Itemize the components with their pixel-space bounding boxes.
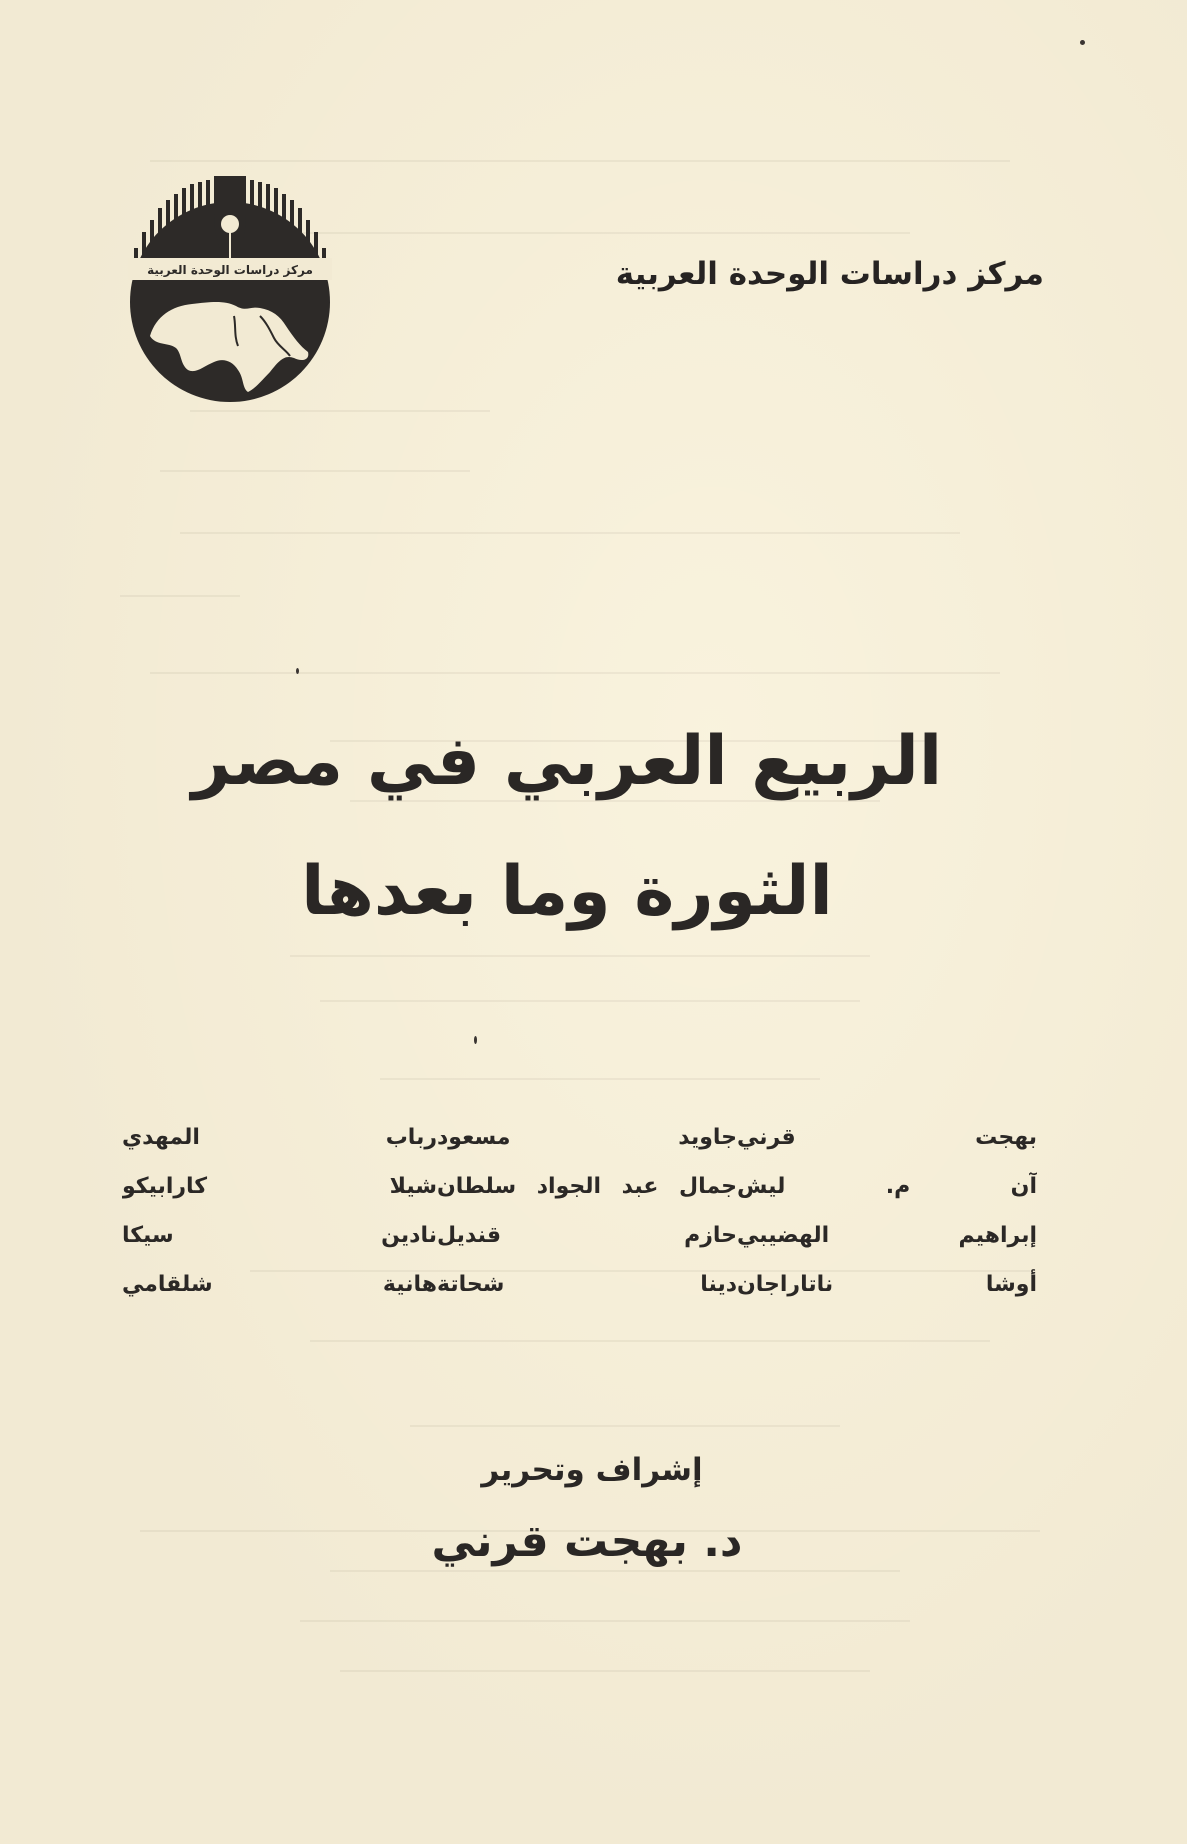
contributors-list bbox=[122, 1120, 1037, 1303]
bleed-through-line bbox=[150, 672, 1000, 674]
paper-speck bbox=[296, 668, 299, 674]
pen-nib-over-arab-world-map-icon bbox=[128, 176, 332, 402]
logo-text: مركز دراسات الوحدة العربية bbox=[147, 263, 313, 277]
bleed-through-line bbox=[330, 1570, 900, 1572]
bleed-through-line bbox=[320, 1000, 860, 1002]
publisher-logo bbox=[110, 166, 350, 406]
book-title-line-1: الربيع العربي في مصر bbox=[191, 722, 943, 801]
bleed-through-line bbox=[380, 1078, 820, 1080]
publisher-name: مركز دراسات الوحدة العربية bbox=[615, 256, 1044, 292]
bleed-through-line bbox=[180, 532, 960, 534]
contributor-name: هانية شلقامي bbox=[122, 1272, 437, 1297]
contributor-name: جاويد مسعود bbox=[437, 1125, 737, 1150]
contributor-name: دينا شحاتة bbox=[437, 1272, 737, 1297]
contributor-name: أوشا ناتاراجان bbox=[737, 1272, 1037, 1297]
editor-name: د. بهجت قرني bbox=[431, 1516, 743, 1567]
contributor-name: جمال عبد الجواد سلطان bbox=[437, 1174, 737, 1199]
bleed-through-line bbox=[410, 1425, 840, 1427]
bleed-through-line bbox=[340, 1670, 870, 1672]
contributor-name: شيلا كارابيكو bbox=[122, 1174, 437, 1199]
contributor-name: نادين سيكا bbox=[122, 1223, 437, 1248]
bleed-through-line bbox=[120, 595, 240, 597]
book-title-line-2: الثورة وما بعدها bbox=[301, 852, 833, 931]
bleed-through-line bbox=[290, 955, 870, 957]
paper-speck bbox=[1080, 40, 1085, 45]
bleed-through-line bbox=[150, 160, 1010, 162]
contributor-name: إبراهيم الهضيبي bbox=[737, 1223, 1037, 1248]
contributor-name: بهجت قرني bbox=[737, 1125, 1037, 1150]
editor-role: إشراف وتحرير bbox=[481, 1452, 703, 1488]
bleed-through-line bbox=[310, 1340, 990, 1342]
bleed-through-line bbox=[190, 410, 490, 412]
bleed-through-line bbox=[300, 1620, 910, 1622]
paper-speck bbox=[474, 1036, 477, 1044]
contributor-name: رباب المهدي bbox=[122, 1125, 437, 1150]
bleed-through-line bbox=[160, 470, 470, 472]
contributor-name: آن م. ليش bbox=[737, 1174, 1037, 1199]
contributor-name: حازم قنديل bbox=[437, 1223, 737, 1248]
